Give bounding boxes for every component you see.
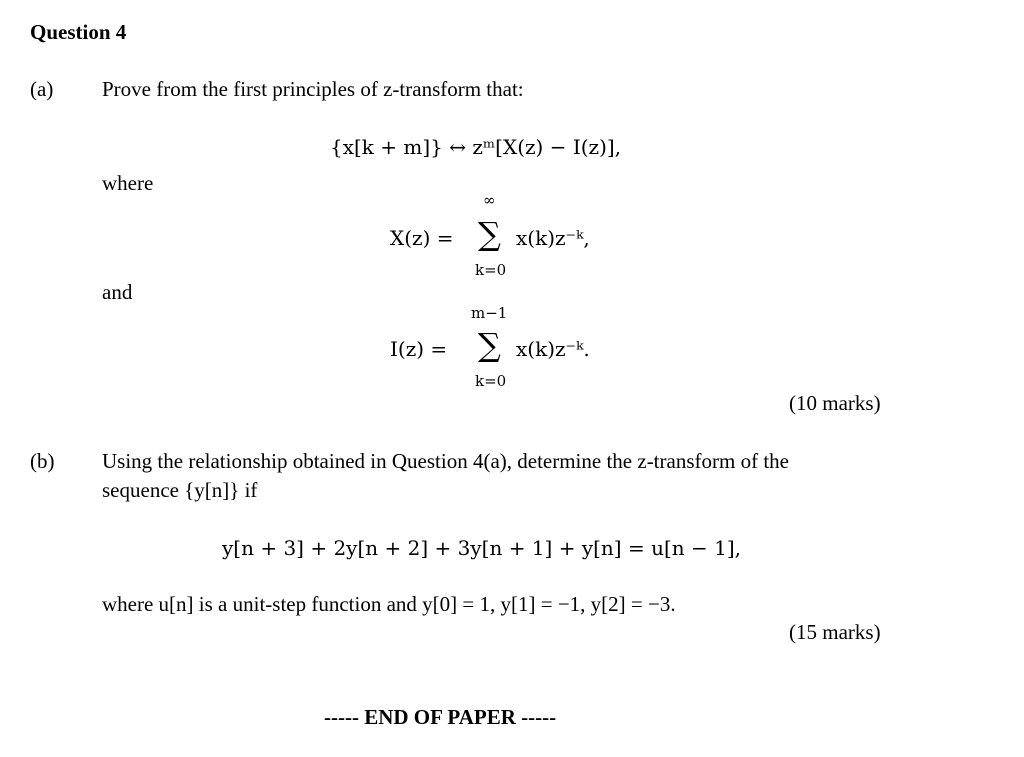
part-a-marks: (10 marks) <box>789 391 881 415</box>
iz-summation-symbol: ∑ <box>478 326 501 364</box>
part-b-marks: (15 marks) <box>789 620 881 644</box>
xz-upper-limit: ∞ <box>483 191 496 209</box>
iz-rhs: x(k)z⁻ᵏ. <box>516 337 590 361</box>
part-b-prompt-line2: sequence {y[n]} if <box>102 478 258 502</box>
xz-summation-symbol: ∑ <box>478 215 501 253</box>
where-label: where <box>102 171 154 195</box>
iz-upper-limit: m−1 <box>471 304 508 322</box>
xz-rhs: x(k)z⁻ᵏ, <box>516 226 590 250</box>
iz-lhs: I(z) = <box>390 337 448 361</box>
part-a-prompt: Prove from the first principles of z-transform that: <box>102 77 524 101</box>
iz-lower-limit: k=0 <box>475 372 507 390</box>
xz-lhs: X(z) = <box>390 226 454 250</box>
and-label: and <box>102 280 133 304</box>
part-b-prompt-line1: Using the relationship obtained in Question 4(a), determine the z-transform of the <box>102 449 789 473</box>
part-b-initial-conditions: where u[n] is a unit-step function and y[0] = 1, y[1] = −1, y[2] = −3. <box>102 592 676 616</box>
part-a-label: (a) <box>30 77 54 101</box>
part-a-main-equation: {x[k + m]} ↔ zᵐ[X(z) − I(z)], <box>330 135 622 159</box>
part-b-label: (b) <box>30 449 55 473</box>
end-of-paper: ----- END OF PAPER ----- <box>324 705 557 729</box>
question-title: Question 4 <box>30 20 127 44</box>
xz-lower-limit: k=0 <box>475 261 507 279</box>
part-b-difference-equation: y[n + 3] + 2y[n + 2] + 3y[n + 1] + y[n] = u[n − 1], <box>222 536 741 560</box>
